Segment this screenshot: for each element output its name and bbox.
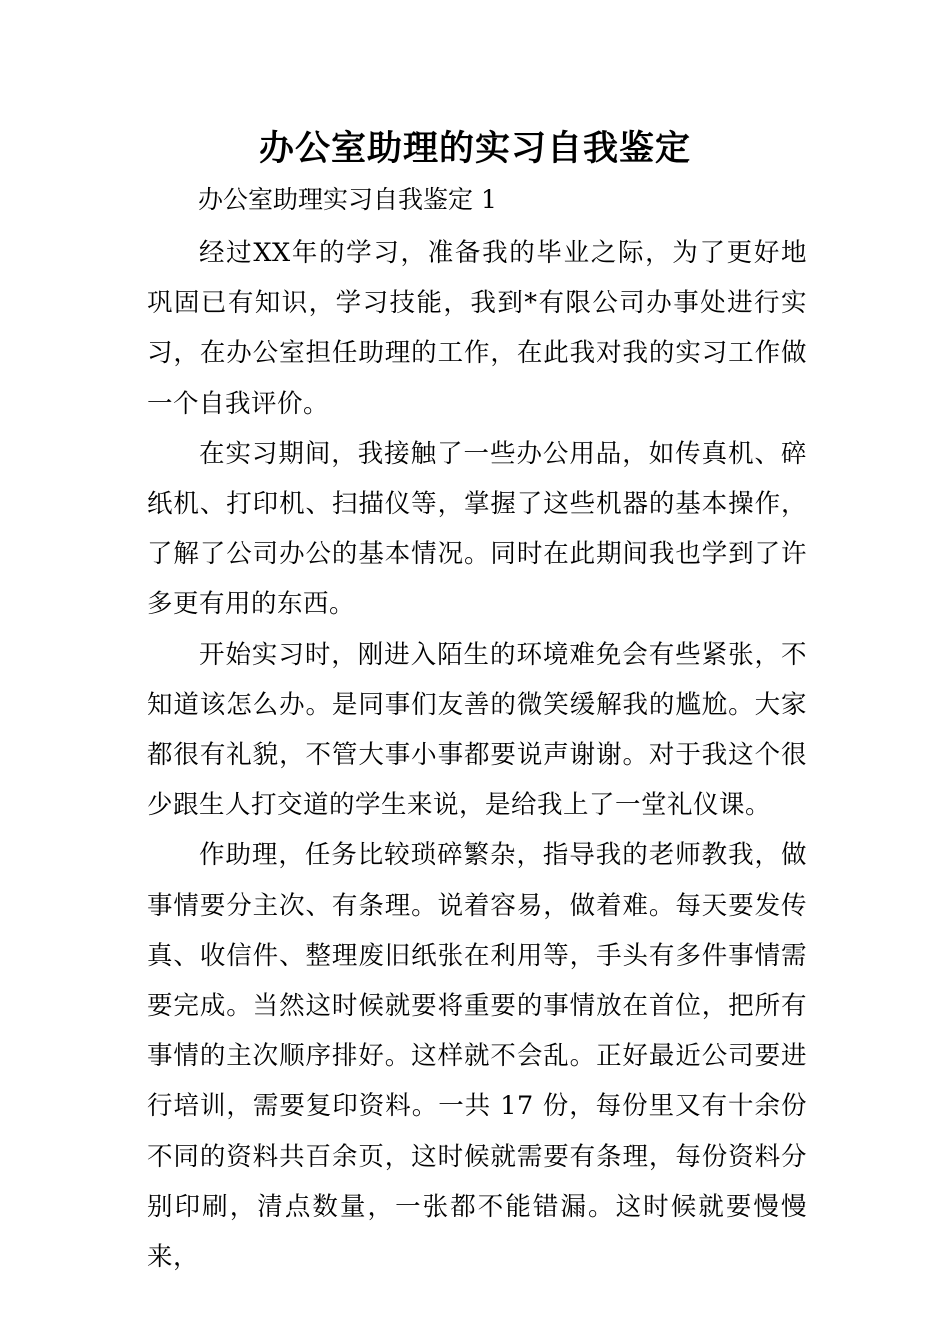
document-body: [147, 228, 807, 1282]
paragraph: 在实习期间，我接触了一些办公用品，如传真机、碎纸机、打印机、扫描仪等，掌握了这些机器的基本操作，了解了公司办公的基本情况。同时在此期间我也学到了许多更有用的东西。: [147, 438, 807, 620]
paragraph: 经过XX年的学习，准备我的毕业之际，为了更好地巩固已有知识，学习技能，我到*有限公司办事处进行实习，在办公室担任助理的工作，在此我对我的实习工作做一个自我评价。: [147, 238, 807, 419]
paragraph: 作助理，任务比较琐碎繁杂，指导我的老师教我，做事情要分主次、有条理。说着容易，做着难。每天要发传真、收信件、整理废旧纸张在利用等，手头有多件事情需要完成。当然这时候就要将重要的事情放在首位，把所有事情的主次顺序排好。这样就不会乱。正好最近公司要进行培训，需要复印资料。一共 17 份，每份里又有十余份不同的资料共百余页，这时候就需要有条理，每份资料分别印刷，清点数量，一张都不能错漏。这时候就要慢慢来，: [147, 840, 807, 1273]
paragraph: 开始实习时，刚进入陌生的环境难免会有些紧张，不知道该怎么办。是同事们友善的微笑缓解我的尴尬。大家都很有礼貌，不管大事小事都要说声谢谢。对于我这个很少跟生人打交道的学生来说，是给我上了一堂礼仪课。: [147, 639, 807, 821]
document-subtitle: 办公室助理实习自我鉴定 1: [198, 185, 497, 214]
document-title: 办公室助理的实习自我鉴定: [258, 128, 691, 169]
